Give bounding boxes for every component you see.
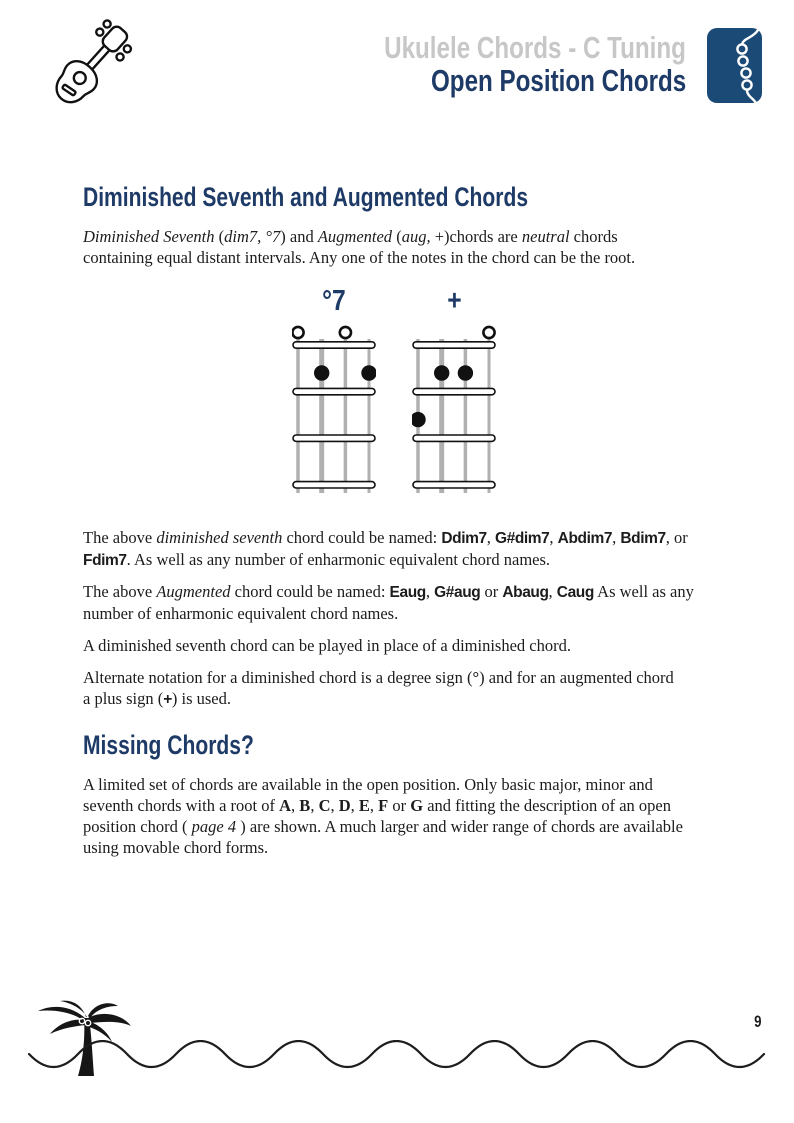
headstock-icon bbox=[707, 28, 762, 103]
paragraph-alternate-notation: Alternate notation for a diminished chord is a degree sign (°) and for an augmented chord a plus sign (+) is used. bbox=[83, 668, 674, 708]
page-number: 9 bbox=[753, 1012, 761, 1031]
wave-divider bbox=[26, 1040, 768, 1084]
header-title bbox=[299, 31, 686, 97]
chord-diagram-augmented bbox=[412, 322, 496, 500]
ukulele-icon bbox=[46, 16, 146, 120]
section-heading-diminished-augmented: Diminished Seventh and Augmented Chords bbox=[83, 182, 529, 212]
paragraph-augmented-naming: The above Augmented chord could be named: Eaug, G#aug or Abaug, Caug As well as any number of enharmonic equivalent chord names. bbox=[83, 582, 694, 623]
section-heading-missing-chords: Missing Chords? bbox=[83, 730, 254, 760]
paragraph-diminished-substitute: A diminished seventh chord can be played in place of a diminished chord. bbox=[83, 636, 571, 655]
intro-paragraph: Diminished Seventh (dim7, °7) and Augmented (aug, +)chords are neutral chords containing equal distant intervals. Any one of the notes in the chord can be the root. bbox=[83, 227, 636, 267]
header-title-line2: Open Position Chords bbox=[430, 63, 686, 98]
chord-diagram-dim7 bbox=[292, 322, 376, 500]
paragraph-diminished-naming: The above diminished seventh chord could be named: Ddim7, G#dim7, Abdim7, Bdim7, or Fdim7. As well as any number of enharmonic equivalent chord names. bbox=[83, 528, 688, 569]
header-title-line1: Ukulele Chords - C Tuning bbox=[384, 30, 686, 65]
missing-chords-paragraph: A limited set of chords are available in the open position. Only basic major, minor and seventh chords with a root of A, B, C, D, E, F or G and fitting the description of an open position chord ( page 4 ) are shown. A much larger and wider range of chords are available using movable chord forms. bbox=[83, 775, 683, 857]
chord-diagram-label-dim7: °7 bbox=[322, 285, 346, 317]
chord-diagram-label-augmented: + bbox=[446, 285, 462, 317]
header-badge bbox=[707, 28, 762, 103]
